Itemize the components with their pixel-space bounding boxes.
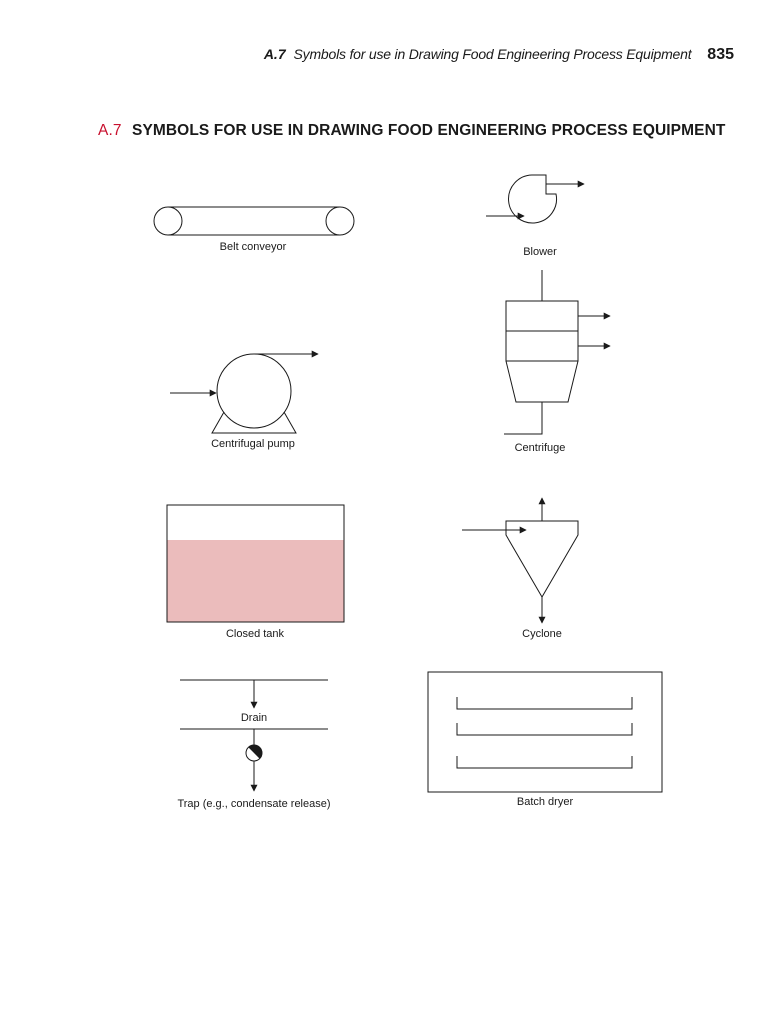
centrifugal-pump-symbol xyxy=(170,354,318,433)
blower-symbol xyxy=(486,175,584,223)
closed-tank-label: Closed tank xyxy=(225,628,285,640)
closed-tank-symbol xyxy=(167,505,344,622)
drain-symbol xyxy=(180,680,328,708)
centrifugal-pump-label: Centrifugal pump xyxy=(211,438,295,450)
blower-label: Blower xyxy=(523,246,557,258)
drain-label: Drain xyxy=(240,712,268,724)
cyclone-symbol xyxy=(462,498,578,623)
running-head-section-number: A.7 xyxy=(263,46,286,62)
page-number: 835 xyxy=(707,46,734,63)
centrifuge-symbol xyxy=(504,270,610,434)
trap-symbol xyxy=(180,729,328,791)
cyclone-label: Cyclone xyxy=(522,628,562,640)
section-heading-title: SYMBOLS FOR USE IN DRAWING FOOD ENGINEERING PROCESS EQUIPMENT xyxy=(132,122,726,139)
trap-label: Trap (e.g., condensate release) xyxy=(177,798,331,810)
centrifuge-label: Centrifuge xyxy=(514,442,566,454)
section-heading-number: A.7 xyxy=(98,122,122,139)
belt-conveyor-label: Belt conveyor xyxy=(219,241,287,253)
batch-dryer-label: Batch dryer xyxy=(516,796,574,808)
running-head-title: Symbols for use in Drawing Food Engineering Process Equipment xyxy=(293,46,692,62)
belt-conveyor-symbol xyxy=(154,207,354,235)
batch-dryer-symbol xyxy=(428,672,662,792)
